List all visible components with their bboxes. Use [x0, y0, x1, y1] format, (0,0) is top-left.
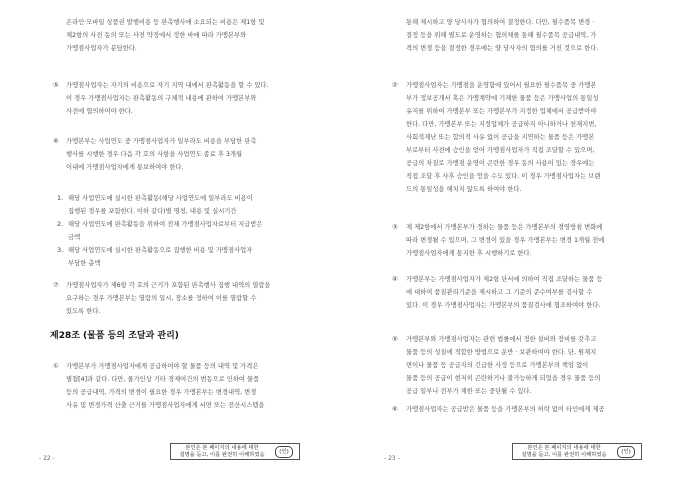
- left-item6-marker: ⑥: [53, 137, 59, 145]
- left-item7-line: 가맹점사업자가 제6항 각 호의 근거가 포함된 판촉행사 집행 내역의 열람을: [66, 282, 271, 289]
- confirmation-line2: 설명을 듣고, 이를 완전히 이해하였음: [521, 451, 607, 458]
- right-intro-line: 격의 변경 등을 결정한 경우에는 양 당사자의 협의를 거친 것으로 한다.: [406, 45, 599, 52]
- left-item1-line: 가맹본부가 가맹점사업자에게 공급하여야 할 물품 등의 내역 및 가격은: [66, 363, 259, 370]
- right-item2-line: 공급의 차질로 가맹점 운영이 곤란한 경우 동의 사용이 있는 경우에는: [406, 160, 595, 167]
- right-item2-line: 가맹점사업자는 가맹점을 운영함에 있어서 필요한 필수품목 중 가맹본: [406, 82, 597, 89]
- right-item4-line: 에 대하여 품질관리기준을 제시하고 그 기준의 준수여부를 검사할 수: [406, 289, 593, 296]
- left-item6-line: 이내에 가맹점사업자에게 통보하여야 한다.: [66, 164, 184, 171]
- left-subitem-line: 금액: [68, 234, 81, 241]
- left-item5-line: 가맹점사업자는 자기의 비용으로 자기 지역 내에서 판촉활동을 할 수 있다.: [66, 82, 269, 89]
- right-item4-line: 가맹본부는 가맹점사업자가 제2항 단서에 의하여 직접 조달하는 물품 등: [406, 276, 603, 283]
- right-page: [340, 0, 680, 481]
- article-title: 제28조 (물품 등의 조달과 관리): [50, 331, 179, 341]
- right-item2-line: 드의 통일성을 해치지 않도록 하여야 한다.: [406, 186, 522, 193]
- right-item2-line: 직접 조달 후 사후 승인을 얻을 수도 있다. 이 경우 가맹점사업자는 브랜: [406, 173, 601, 180]
- confirmation-stamp-box: [512, 443, 642, 460]
- left-item7-line: 있도록 한다.: [66, 308, 101, 315]
- left-item7-line: 요구하는 경우 가맹본부는 열람의 일시, 장소를 정하여 이를 열람할 수: [66, 295, 257, 302]
- right-item2-line: 부로부터 사전에 승인을 얻어 가맹점사업자가 직접 조달할 수 있으며,: [406, 147, 595, 154]
- left-item5-line: 이 경우 가맹점사업자는 판촉활동의 구체적 내용에 관하여 가맹본부와: [66, 95, 257, 102]
- right-item4-line: 있다. 이 경우 가맹점사업자는 가맹본부의 품질검사에 협조하여야 한다.: [406, 302, 601, 309]
- right-item2-line: 유지를 위하여 가맹본부 또는 가맹본부가 지정한 업체에서 공급받아야: [406, 108, 597, 115]
- left-intro-line: 제2항의 사전 동의 또는 사전 약정에서 정한 바에 따라 가맹본부와: [66, 32, 247, 39]
- right-item5-line: 물품 등의 공급이 현저히 곤란하거나 불가능하게 되었을 경우 물품 등의: [406, 375, 601, 382]
- right-item6-marker: ⑥: [392, 405, 398, 413]
- left-item1-marker: ①: [53, 362, 59, 370]
- right-item6-line: 가맹점사업자는 공급받은 물품 등을 가맹본부의 허락 없이 타인에게 제공: [406, 406, 605, 413]
- confirmation-stamp-box: [170, 443, 300, 460]
- right-item2-line: 부가 정보공개서 혹은 가맹계약에 기재한 물품 등은 가맹사업의 통일성: [406, 95, 599, 102]
- right-intro-line: 결정 등을 위해 별도로 운영하는 협의체를 통해 필수품목 공급내역, 가: [406, 32, 597, 39]
- left-subitem-line: 집행된 경우를 포함한다. 이하 같다)별 명칭, 내용 및 실시기간: [68, 208, 237, 215]
- left-item5-marker: ⑤: [53, 81, 59, 89]
- right-item2-line: 한다. 다만, 가맹본부 또는 지정업체가 공급하지 아니하거나 천재지변,: [406, 121, 597, 128]
- right-item5-line: 면이나 물품 등 공급자의 긴급한 사정 등으로 가맹본부의 책임 없이: [406, 362, 589, 369]
- right-item2-marker: ②: [392, 81, 398, 89]
- right-item3-line: 따라 변경될 수 있으며, 그 변경이 있을 경우 가맹본부는 변경 1개월 전에: [406, 237, 605, 244]
- left-item1-line: 등의 공급내역, 가격의 변경이 필요한 경우 가맹본부는 변경내역, 변경: [66, 389, 257, 396]
- confirmation-text: [171, 445, 273, 458]
- left-item1-line: 사유 및 변경가격 산출 근거를 가맹점사업자에게 서면 또는 전산시스템을: [66, 402, 265, 409]
- right-item3-line: 제 제2항에서 가맹본부가 정하는 물품 등은 가맹본부의 경영방침 변화에: [406, 224, 603, 231]
- left-intro-line: 가맹점사업자가 분담한다.: [66, 45, 137, 52]
- right-item4-marker: ④: [392, 275, 398, 283]
- confirmation-line1: 본인은 본 페이지의 내용에 대한: [527, 445, 601, 451]
- confirmation-line2: 설명을 듣고, 이를 완전히 이해하였음: [179, 451, 265, 458]
- right-item5-line: 가맹본부와 가맹점사업자는 관련 법률에서 정한 설비와 장비를 갖추고: [406, 336, 597, 343]
- right-intro-line: 통해 제시하고 양 당사자가 협의하여 결정한다. 다만, 필수품목 변경 ·: [406, 19, 595, 26]
- left-item6-line: 가맹본부는 사업연도 중 가맹점사업자가 일부라도 비용을 부담한 판촉: [66, 138, 257, 145]
- left-subitem-line: 부담한 총액: [68, 260, 101, 267]
- left-subitem-marker: 2.: [57, 220, 64, 228]
- left-item6-line: 행사를 시행한 경우 다음 각 호의 사항을 사업연도 종료 후 3개월: [66, 151, 243, 158]
- right-item3-line: 가맹점사업자에게 통지한 후 시행하기로 한다.: [406, 250, 532, 257]
- left-subitem-line: 해당 사업연도에 실시한 판촉활동으로 집행한 비용 및 가맹점사업자: [68, 247, 253, 254]
- left-intro-line: 온라인·모바일 상품권 발행비용 등 판촉행사에 소요되는 비용은 제1항 및: [66, 19, 265, 26]
- page-number: - 22 -: [39, 455, 55, 462]
- right-item5-line: 공급 일부나 전부가 제한 또는 중단될 수 있다.: [406, 388, 532, 395]
- confirmation-line1: 본인은 본 페이지의 내용에 대한: [185, 445, 259, 451]
- right-item2-line: 사회적재난 또는 합의적 사유 없이 공급을 지연하는 물품 등은 가맹본: [406, 134, 595, 141]
- left-subitem-line: 해당 사업연도에 판촉활동을 위하여 전체 가맹점사업자로부터 지급받은: [68, 221, 263, 228]
- left-item7-marker: ⑦: [53, 281, 59, 289]
- confirmation-text: [513, 445, 615, 458]
- page-number: - 23 -: [384, 455, 400, 462]
- left-item5-line: 사전에 협의하여야 한다.: [66, 108, 133, 115]
- seal-mark: (인): [617, 446, 635, 458]
- left-item1-line: 별첨[4]과 같다. 다만, 물가인상 기타 경제여건의 변동으로 인하여 물품: [66, 376, 260, 383]
- left-subitem-line: 해당 사업연도에 실시한 판촉활동(해당 사업연도에 일부라도 비용이: [68, 195, 253, 202]
- right-item5-marker: ⑤: [392, 335, 398, 343]
- left-subitem-marker: 3.: [57, 246, 64, 254]
- right-item5-line: 물품 등의 성질에 적합한 방법으로 운반 · 보관하여야 한다. 단, 원재지: [406, 349, 597, 356]
- left-subitem-marker: 1.: [57, 194, 64, 202]
- seal-mark: (인): [275, 446, 293, 458]
- right-item3-marker: ③: [392, 223, 398, 231]
